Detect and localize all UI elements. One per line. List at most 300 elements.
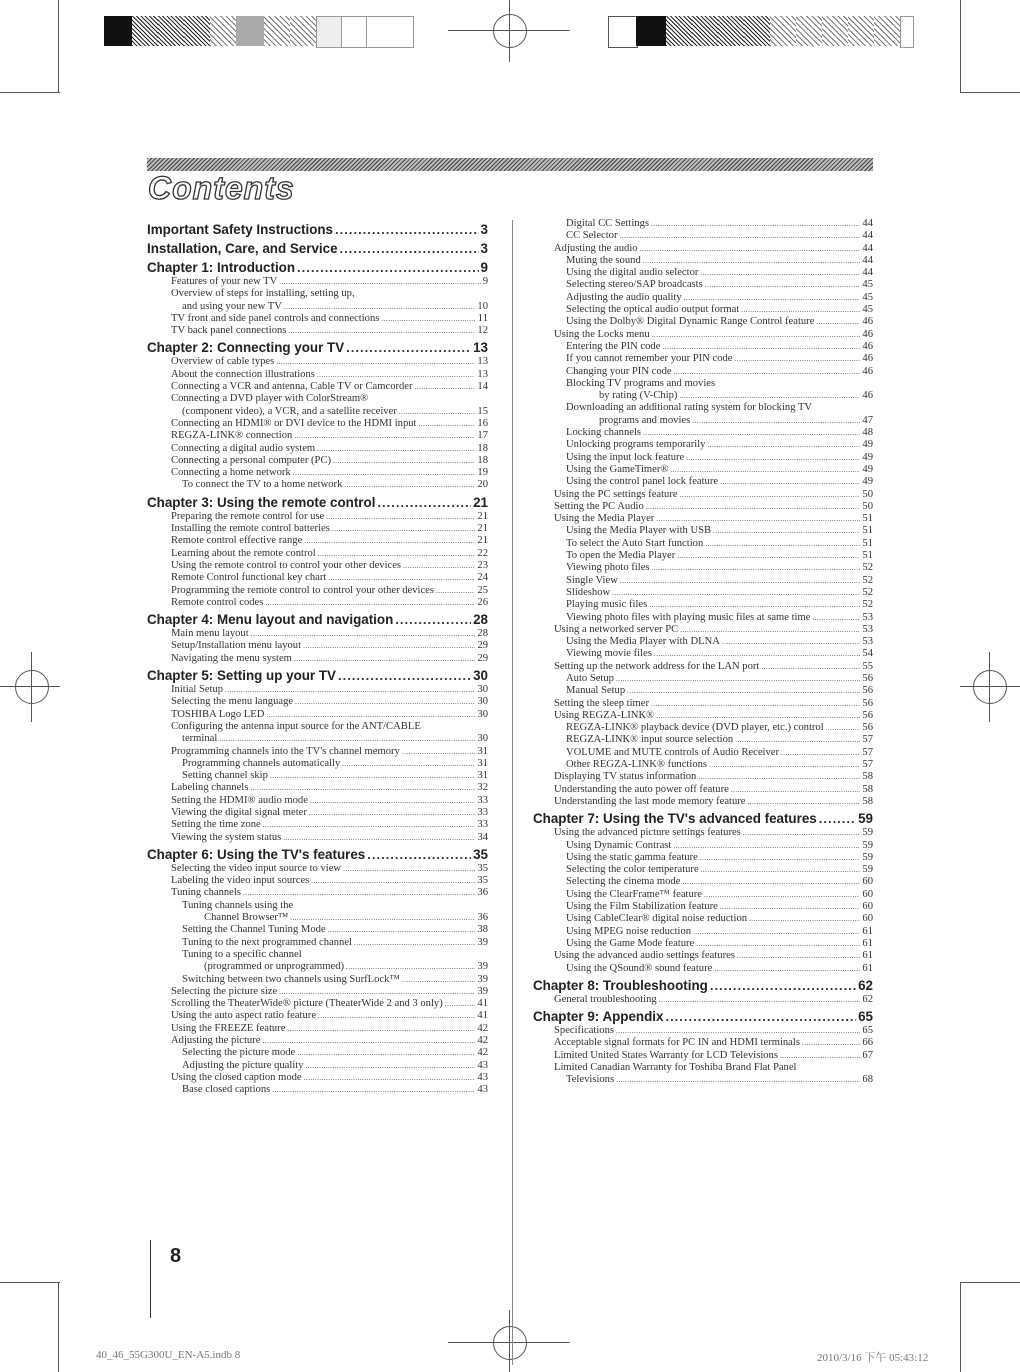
toc-page-number: 39 [477, 985, 488, 997]
toc-entry [147, 548, 488, 560]
toc-entry-title: Understanding the auto power off feature [554, 783, 729, 795]
toc-leader-dots [674, 366, 861, 378]
toc-leader-dots [367, 847, 471, 863]
toc-leader-dots [643, 255, 861, 267]
toc-leader-dots [436, 585, 475, 597]
toc-entry-title: Muting the sound [566, 254, 641, 266]
toc-entry-title: Using the FREEZE feature [171, 1022, 286, 1034]
toc-page-number: 38 [477, 924, 488, 936]
toc-leader-dots [707, 439, 860, 451]
toc-entry-title: Viewing photo files [566, 562, 650, 574]
toc-entry [533, 243, 873, 255]
toc-entry-title: Limited United States Warranty for LCD Televisions [554, 1049, 778, 1061]
toc-page-number: 30 [473, 668, 488, 684]
toc-leader-dots [343, 863, 475, 875]
toc-page-number: 35 [473, 846, 488, 862]
toc-entry-title: Programming the remote control to control your other devices [171, 584, 435, 596]
toc-leader-dots [651, 698, 860, 710]
toc-page-number: 21 [477, 535, 488, 547]
toc-leader-dots [713, 525, 860, 537]
toc-entry [533, 747, 873, 759]
toc-entry-title: Adjusting the audio [554, 242, 638, 254]
toc-entry-title: Using the Media Player with DLNA [566, 636, 720, 648]
toc-entry-title: REGZA-LINK® input source selection [566, 734, 734, 746]
toc-entry-title: Using the Media Player [554, 513, 655, 525]
toc-page-number: 21 [473, 494, 488, 510]
toc-page-number: 43 [477, 1071, 488, 1083]
toc-leader-dots [403, 560, 475, 572]
toc-leader-dots [219, 733, 475, 745]
toc-leader-dots [646, 501, 861, 513]
toc-page-number: 3 [480, 222, 488, 237]
toc-leader-dots [731, 784, 861, 796]
toc-page-number: 21 [477, 523, 488, 535]
toc-leader-dots [326, 511, 475, 523]
toc-page-number: 65 [858, 1009, 873, 1025]
toc-entry-title: Setting the PC Audio [554, 500, 644, 512]
toc-page-number: 51 [862, 537, 873, 549]
toc-entry [147, 912, 488, 924]
toc-page-number: 49 [862, 463, 873, 475]
toc-page-number: 62 [862, 993, 873, 1005]
toc-leader-dots [665, 1009, 856, 1025]
toc-page-number: 9 [480, 260, 488, 275]
toc-entry-title: by rating (V-Chip) [599, 390, 678, 402]
toc-leader-dots [819, 811, 856, 827]
toc-entry [147, 998, 488, 1010]
toc-entry-title: (component video), a VCR, and a satellite receiver [182, 405, 397, 417]
toc-entry-title: Using the Game Mode feature [566, 937, 695, 949]
toc-page-number: 42 [477, 1022, 488, 1034]
toc-page-number: 44 [862, 254, 873, 266]
toc-leader-dots [338, 668, 471, 684]
toc-leader-dots [304, 535, 475, 547]
toc-entry-title: Entering the PIN code [566, 340, 661, 352]
toc-page-number: 31 [477, 770, 488, 782]
toc-leader-dots [294, 653, 475, 665]
toc-leader-dots [652, 329, 861, 341]
toc-entry [533, 698, 873, 710]
toc-entry-title: Adjusting the audio quality [566, 291, 682, 303]
toc-entry-title: Setup/Installation menu layout [171, 640, 302, 652]
page-number-rule [150, 1240, 151, 1318]
toc-entry-title: About the connection illustrations [171, 368, 315, 380]
toc-page-number: 36 [477, 887, 488, 899]
toc-entry [533, 390, 873, 402]
toc-leader-dots [735, 353, 861, 365]
toc-page-number: 66 [862, 1037, 873, 1049]
toc-entry-title: To open the Media Player [566, 550, 676, 562]
toc-entry-title: terminal [182, 733, 218, 745]
toc-entry-title: Chapter 2: Connecting your TV [147, 340, 345, 356]
toc-page-number: 51 [862, 525, 873, 537]
toc-entry-title: Scrolling the TheaterWide® picture (TheaterWide 2 and 3 only) [171, 998, 443, 1010]
toc-entry-title: Programming channels into the TV's channel memory [171, 745, 400, 757]
toc-page-number: 44 [862, 267, 873, 279]
toc-entry-title: Setting the sleep timer [554, 697, 650, 709]
toc-chapter-heading [533, 978, 873, 994]
toc-leader-dots [294, 430, 475, 442]
toc-entry-title: Viewing photo files with playing music files at same time [566, 611, 811, 623]
toc-page-number: 57 [862, 759, 873, 771]
toc-entry-title: VOLUME and MUTE controls of Audio Receiver [566, 746, 780, 758]
toc-page-number: 41 [477, 998, 488, 1010]
toc-page-number: 59 [862, 827, 873, 839]
toc-entry [147, 696, 488, 708]
toc-leader-dots [295, 696, 475, 708]
toc-entry [533, 840, 873, 852]
toc-entry-title: Overview of steps for installing, setting up, [171, 288, 355, 300]
toc-chapter-heading [147, 847, 488, 863]
toc-entry [533, 889, 873, 901]
toc-entry-title: Navigating the menu system [171, 652, 292, 664]
toc-entry [533, 876, 873, 888]
toc-entry-title: Channel Browser™ [204, 912, 289, 924]
toc-leader-dots [802, 1037, 860, 1049]
toc-entry [147, 887, 488, 899]
toc-entry-title: Important Safety Instructions [147, 222, 334, 237]
toc-entry-title: Chapter 1: Introduction [147, 260, 296, 275]
toc-leader-dots [333, 455, 475, 467]
toc-leader-dots [627, 685, 860, 697]
toc-page-number: 58 [862, 783, 873, 795]
toc-page-number: 46 [862, 316, 873, 328]
toc-leader-dots [780, 1050, 860, 1062]
toc-page-number: 65 [862, 1025, 873, 1037]
toc-entry [533, 587, 873, 599]
toc-entry [147, 1060, 488, 1072]
toc-entry [147, 597, 488, 609]
toc-leader-dots [340, 241, 479, 257]
toc-entry [147, 937, 488, 949]
toc-entry-title: CC Selector [566, 230, 618, 242]
toc-entry [533, 636, 873, 648]
toc-leader-dots [700, 852, 861, 864]
toc-entry [147, 986, 488, 998]
toc-leader-dots [737, 950, 860, 962]
toc-leader-dots [279, 986, 475, 998]
toc-entry-title: Locking channels [566, 427, 642, 439]
toc-page-number: 35 [477, 862, 488, 874]
toc-page-number: 15 [477, 405, 488, 417]
page-title: Contents [148, 170, 295, 206]
toc-entry-title: Setting the Channel Tuning Mode [182, 924, 326, 936]
toc-entry-title: Learning about the remote control [171, 547, 316, 559]
toc-entry [147, 721, 488, 733]
toc-leader-dots [720, 901, 861, 913]
toc-leader-dots [332, 523, 476, 535]
toc-entry-title: Using the advanced picture settings features [554, 827, 741, 839]
toc-page-number: 51 [862, 550, 873, 562]
toc-chapter-heading [147, 260, 488, 276]
toc-leader-dots [673, 840, 860, 852]
toc-entry-title: Using MPEG noise reduction [566, 925, 692, 937]
toc-entry [533, 464, 873, 476]
toc-entry-title: Labeling channels [171, 782, 249, 794]
toc-leader-dots [266, 709, 475, 721]
toc-page-number: 13 [477, 356, 488, 368]
toc-entry [147, 430, 488, 442]
toc-page-number: 45 [862, 291, 873, 303]
toc-chapter-heading [147, 222, 488, 238]
toc-entry-title: Manual Setup [566, 685, 626, 697]
toc-entry-title: Digital CC Settings [566, 218, 649, 229]
toc-entry-title: Using REGZA-LINK® [554, 709, 655, 721]
toc-page-number: 30 [477, 684, 488, 696]
toc-page-number: 33 [477, 819, 488, 831]
toc-entry-title: Selecting stereo/SAP broadcasts [566, 279, 703, 291]
toc-leader-dots [659, 994, 861, 1006]
toc-page-number: 36 [477, 912, 488, 924]
toc-leader-dots [402, 746, 476, 758]
toc-entry [147, 585, 488, 597]
toc-entry [147, 770, 488, 782]
toc-page-number: 54 [862, 648, 873, 660]
toc-leader-dots [662, 341, 860, 353]
toc-entry [533, 648, 873, 660]
toc-leader-dots [287, 1023, 475, 1035]
toc-page-number: 19 [477, 467, 488, 479]
toc-entry [147, 572, 488, 584]
toc-entry-title: Using CableClear® digital noise reduction [566, 913, 748, 925]
toc-entry-title: Televisions [566, 1074, 615, 1086]
toc-entry [147, 467, 488, 479]
toc-page-number: 59 [862, 851, 873, 863]
toc-entry-title: Playing music files [566, 599, 648, 611]
toc-page-number: 58 [862, 771, 873, 783]
toc-entry-title: Labeling the video input sources [171, 875, 310, 887]
toc-entry [533, 827, 873, 839]
toc-entry-title: Unlocking programs temporarily [566, 439, 706, 451]
toc-entry [147, 1072, 488, 1084]
toc-leader-dots [640, 243, 861, 255]
toc-entry [147, 381, 488, 393]
toc-entry [147, 782, 488, 794]
toc-entry-title: Using the closed caption mode [171, 1071, 302, 1083]
toc-page-number: 50 [862, 500, 873, 512]
toc-leader-dots [297, 260, 479, 276]
toc-leader-dots [643, 427, 860, 439]
toc-entry-title: Chapter 7: Using the TV's advanced features [533, 811, 817, 827]
toc-entry-title: Limited Canadian Warranty for Toshiba Brand Flat Panel [554, 1062, 797, 1073]
toc-entry-title: General troubleshooting [554, 993, 657, 1005]
toc-entry-title: Chapter 8: Troubleshooting [533, 977, 708, 993]
toc-entry-title: Downloading an additional rating system for blocking TV [566, 402, 813, 414]
toc-leader-dots [649, 599, 860, 611]
toc-entry [533, 685, 873, 697]
toc-entry [147, 807, 488, 819]
toc-page-number: 24 [477, 572, 488, 584]
toc-leader-dots [381, 313, 475, 325]
toc-leader-dots [679, 390, 860, 402]
toc-page-number: 45 [862, 279, 873, 291]
toc-entry [147, 406, 488, 418]
toc-page-number: 33 [477, 794, 488, 806]
toc-leader-dots [276, 356, 475, 368]
toc-entry-title: Remote control effective range [171, 535, 303, 547]
toc-entry [533, 415, 873, 427]
toc-leader-dots [225, 684, 475, 696]
toc-entry [533, 476, 873, 488]
toc-leader-dots [616, 1025, 860, 1037]
toc-entry [533, 864, 873, 876]
toc-entry [147, 560, 488, 572]
toc-page-number: 17 [477, 430, 488, 442]
toc-page-number: 49 [862, 439, 873, 451]
toc-page-number: 30 [477, 733, 488, 745]
toc-leader-dots [402, 974, 476, 986]
toc-leader-dots [656, 710, 860, 722]
toc-entry-title: Tuning to a specific channel [182, 948, 302, 960]
toc-entry [533, 1050, 873, 1062]
toc-entry [533, 963, 873, 975]
toc-left-column [147, 219, 488, 1097]
toc-entry-title: REGZA-LINK® connection [171, 430, 293, 442]
toc-entry-title: Connecting a VCR and antenna, Cable TV or Camcorder [171, 381, 413, 393]
toc-leader-dots [311, 875, 475, 887]
toc-entry [533, 402, 873, 414]
toc-entry [147, 1047, 488, 1059]
toc-entry-title: Tuning channels [171, 887, 241, 899]
toc-leader-dots [748, 796, 861, 808]
toc-entry [147, 313, 488, 325]
toc-page-number: 10 [477, 300, 488, 312]
toc-leader-dots [735, 734, 860, 746]
toc-entry-title: Main menu layout [171, 628, 249, 640]
toc-leader-dots [279, 276, 480, 288]
toc-page-number: 58 [862, 795, 873, 807]
toc-page-number: 31 [477, 757, 488, 769]
toc-entry-title: Selecting the picture size [171, 985, 278, 997]
toc-page-number: 29 [477, 652, 488, 664]
toc-entry [147, 653, 488, 665]
toc-page-number: 16 [477, 417, 488, 429]
toc-page-number: 61 [862, 937, 873, 949]
toc-entry-title: Installing the remote control batteries [171, 523, 330, 535]
toc-entry-title: Chapter 5: Setting up your TV [147, 668, 336, 684]
toc-page-number: 31 [477, 745, 488, 757]
toc-entry [533, 1074, 873, 1086]
toc-entry-title: TV front and side panel controls and connections [171, 312, 380, 324]
toc-entry-title: Understanding the last mode memory feature [554, 795, 746, 807]
toc-leader-dots [722, 636, 861, 648]
toc-entry-title: and using your new TV [182, 300, 282, 312]
toc-entry-title: Remote Control functional key chart [171, 572, 327, 584]
toc-page-number: 61 [862, 925, 873, 937]
toc-leader-dots [310, 795, 475, 807]
toc-page-number: 56 [862, 697, 873, 709]
toc-entry [533, 538, 873, 550]
toc-entry [147, 974, 488, 986]
toc-entry [147, 523, 488, 535]
toc-chapter-heading [533, 811, 873, 827]
toc-entry-title: Connecting a DVD player with ColorStream® [171, 393, 369, 405]
toc-entry [147, 746, 488, 758]
toc-page-number: 46 [862, 353, 873, 365]
toc-leader-dots [620, 230, 861, 242]
toc-entry-title: If you cannot remember your PIN code [566, 353, 733, 365]
toc-entry [147, 443, 488, 455]
toc-entry-title: Using the input lock feature [566, 451, 685, 463]
toc-entry [533, 901, 873, 913]
toc-entry-title: Using Dynamic Contrast [566, 839, 672, 851]
toc-entry-title: Using the Media Player with USB [566, 525, 712, 537]
toc-entry-title: Using the remote control to control your other devices [171, 559, 402, 571]
toc-leader-dots [304, 1072, 476, 1084]
toc-entry [147, 1010, 488, 1022]
toc-entry-title: Connecting a digital audio system [171, 442, 316, 454]
toc-entry-title: Using the Film Stabilization feature [566, 901, 718, 913]
toc-page-number: 53 [862, 611, 873, 623]
toc-page-number: 30 [477, 696, 488, 708]
toc-chapter-heading [533, 1009, 873, 1025]
toc-page-number: 46 [862, 365, 873, 377]
toc-leader-dots [342, 758, 475, 770]
toc-leader-dots [251, 628, 476, 640]
toc-chapter-heading [147, 241, 488, 257]
toc-entry-title: Setting up the network address for the LAN port [554, 660, 760, 672]
toc-page-number: 52 [862, 574, 873, 586]
toc-entry [533, 304, 873, 316]
toc-entry-title: To select the Auto Start function [566, 537, 704, 549]
toc-entry-title: Setting the HDMI® audio mode [171, 794, 308, 806]
toc-entry [147, 628, 488, 640]
toc-entry-title: Using the ClearFrame™ feature [566, 888, 702, 900]
toc-entry [533, 938, 873, 950]
toc-entry [533, 661, 873, 673]
toc-page-number: 23 [477, 559, 488, 571]
toc-entry [147, 301, 488, 313]
toc-entry [533, 427, 873, 439]
toc-leader-dots [354, 937, 475, 949]
toc-entry-title: Overview of cable types [171, 356, 275, 368]
toc-page-number: 55 [862, 660, 873, 672]
toc-chapter-heading [147, 668, 488, 684]
toc-entry-title: Using the static gamma feature [566, 851, 698, 863]
toc-page-number: 34 [477, 831, 488, 843]
toc-page-number: 28 [477, 628, 488, 640]
toc-entry-title: Remote control codes [171, 596, 264, 608]
toc-leader-dots [288, 325, 475, 337]
toc-leader-dots [698, 771, 860, 783]
toc-entry-title: Displaying TV status information [554, 771, 697, 783]
toc-right-column [533, 218, 873, 1087]
toc-leader-dots [704, 889, 860, 901]
toc-entry [147, 535, 488, 547]
toc-page-number: 18 [477, 454, 488, 466]
toc-page-number: 30 [477, 708, 488, 720]
toc-page-number: 42 [477, 1047, 488, 1059]
toc-page-number: 60 [862, 901, 873, 913]
toc-leader-dots [377, 495, 471, 511]
toc-leader-dots [696, 938, 860, 950]
toc-entry [533, 501, 873, 513]
toc-page-number: 52 [862, 562, 873, 574]
toc-entry-title: Selecting the optical audio output format [566, 304, 740, 316]
toc-page-number: 53 [862, 636, 873, 648]
toc-entry [533, 575, 873, 587]
toc-page-number: 59 [858, 811, 873, 827]
toc-entry [147, 758, 488, 770]
toc-leader-dots [656, 513, 860, 525]
toc-entry-title: TOSHIBA Logo LED [171, 708, 265, 720]
toc-page-number: 44 [862, 218, 873, 229]
toc-entry [533, 255, 873, 267]
toc-leader-dots [720, 476, 860, 488]
toc-page-number: 43 [477, 1084, 488, 1096]
toc-entry-title: Using the auto aspect ratio feature [171, 1010, 317, 1022]
toc-leader-dots [701, 864, 861, 876]
